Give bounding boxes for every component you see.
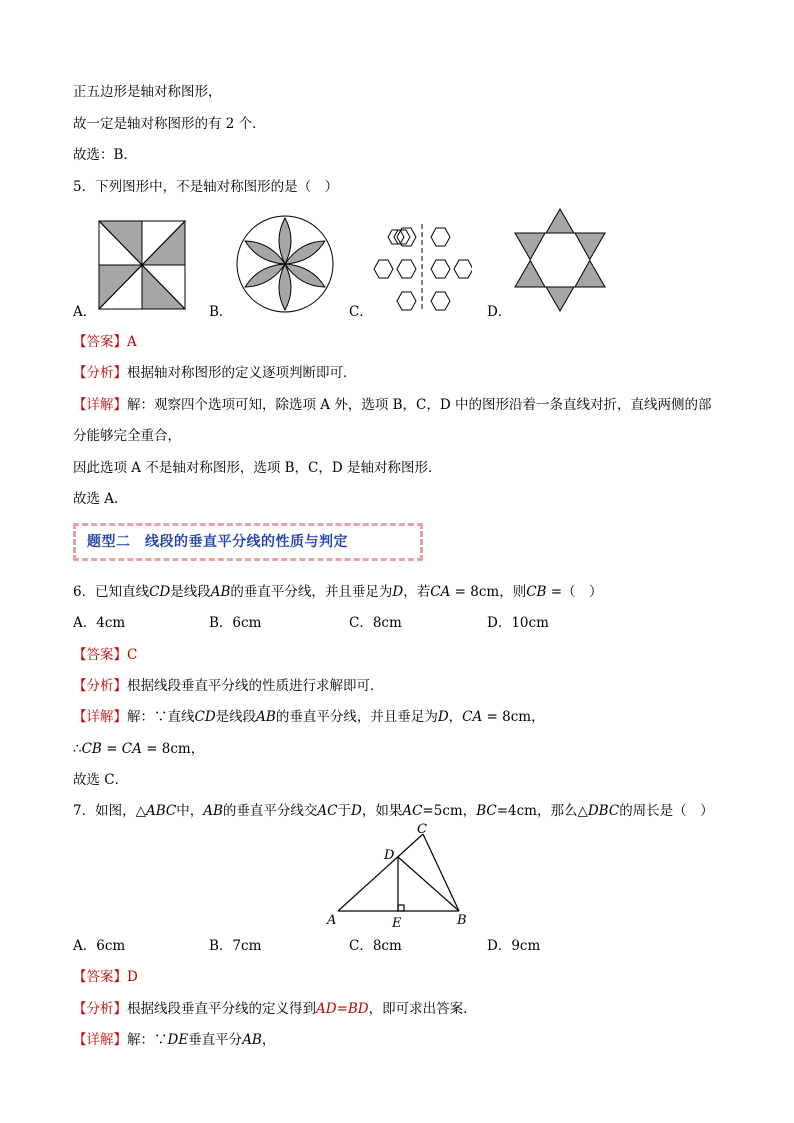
stem-text: 6．已知直线 bbox=[73, 584, 150, 600]
star-of-david-figure bbox=[512, 207, 608, 313]
label-d: D bbox=[384, 848, 395, 863]
stem-text: 是线段 bbox=[170, 584, 211, 600]
question-7-stem bbox=[73, 802, 714, 820]
question-5-stem: 5．下列图形中，不是轴对称图形的是（ ） bbox=[73, 179, 339, 195]
label-b: B bbox=[457, 913, 467, 928]
detail-text: 是线段 bbox=[215, 709, 257, 725]
math-var: BC bbox=[476, 803, 497, 819]
q7-option-b: B．7cm bbox=[209, 938, 262, 954]
math-var: CD bbox=[149, 584, 171, 600]
triangle-figure bbox=[322, 820, 472, 932]
math-var: AB bbox=[210, 584, 231, 600]
q7-option-c: C．8cm bbox=[349, 938, 402, 954]
analysis-text: 根据线段垂直平分线的性质进行求解即可． bbox=[127, 678, 384, 694]
answer-value: A bbox=[127, 334, 137, 350]
q7-analysis bbox=[73, 1000, 477, 1018]
stem-text: 7．如图，△ bbox=[73, 803, 146, 819]
stem-text: = 8cm，则 bbox=[450, 584, 527, 600]
stem-text: ，若 bbox=[403, 584, 431, 600]
q5-answer bbox=[73, 333, 137, 351]
detail-tag: 【详解】 bbox=[73, 709, 127, 725]
label-a: A bbox=[327, 913, 337, 928]
stem-text: 的垂直平分线交 bbox=[222, 803, 318, 819]
text-line: 分能够完全重合， bbox=[73, 428, 181, 444]
q6-option-a: A．4cm bbox=[73, 615, 126, 631]
detail-text: = 8cm， bbox=[482, 709, 545, 725]
stem-text: 于 bbox=[337, 803, 351, 819]
text-line: 故选 A． bbox=[73, 491, 128, 507]
q7-detail bbox=[73, 1031, 275, 1049]
flower-circle-figure bbox=[235, 214, 335, 314]
math-var: D bbox=[351, 803, 362, 819]
analysis-text: 根据轴对称图形的定义逐项判断即可． bbox=[127, 365, 357, 381]
text-line: 正五边形是轴对称图形， bbox=[73, 84, 222, 100]
answer-value: D bbox=[127, 969, 138, 985]
text-line bbox=[73, 740, 204, 758]
text-line: 故选 C． bbox=[73, 772, 129, 788]
math-var: ABC bbox=[145, 803, 177, 819]
answer-value: C bbox=[127, 647, 138, 663]
detail-text: ∴ bbox=[73, 741, 82, 757]
q5-option-b: B． bbox=[209, 304, 233, 320]
stem-text: ，如果 bbox=[361, 803, 403, 819]
detail-text: = 8cm， bbox=[141, 741, 205, 757]
math-var: AB bbox=[242, 1032, 262, 1048]
pinwheel-figure bbox=[98, 220, 188, 312]
label-e: E bbox=[392, 916, 402, 931]
detail-tag: 【详解】 bbox=[73, 1032, 127, 1048]
detail-text: 解：∵ bbox=[127, 1032, 168, 1048]
q5-option-c: C． bbox=[349, 304, 373, 320]
stem-text: 的垂直平分线，并且垂足为 bbox=[230, 584, 393, 600]
stem-text: =5cm， bbox=[422, 803, 477, 819]
math-var: CA bbox=[121, 741, 142, 757]
math-var: CD bbox=[194, 709, 216, 725]
answer-tag: 【答案】 bbox=[73, 969, 127, 985]
math-var: CB bbox=[526, 584, 547, 600]
text-line: 因此选项 A 不是轴对称图形，选项 B，C，D 是轴对称图形． bbox=[73, 460, 442, 476]
stem-text: =（ ） bbox=[546, 584, 603, 600]
q7-answer bbox=[73, 968, 138, 986]
math-var: CA bbox=[430, 584, 451, 600]
math-var: DE bbox=[167, 1032, 189, 1048]
detail-text: 的垂直平分线，并且垂足为 bbox=[275, 709, 438, 725]
hexagons-figure bbox=[372, 222, 472, 314]
math-var: CB bbox=[81, 741, 102, 757]
stem-text: 中， bbox=[176, 803, 204, 819]
math-var: D bbox=[392, 584, 404, 600]
detail-text: 解：观察四个选项可知，除选项 A 外，选项 B，C，D 中的图形沿着一条直线对折，直线两侧的部 bbox=[127, 397, 712, 413]
q7-option-a: A．6cm bbox=[73, 938, 126, 954]
detail-text: ， bbox=[261, 1032, 276, 1048]
text-line: 故一定是轴对称图形的有 2 个． bbox=[73, 116, 266, 132]
q5-detail bbox=[73, 396, 712, 414]
q5-option-d: D． bbox=[487, 304, 512, 320]
detail-text: 解：∵直线 bbox=[127, 709, 195, 725]
analysis-tag: 【分析】 bbox=[73, 365, 127, 381]
detail-text: ， bbox=[448, 709, 463, 725]
analysis-tag: 【分析】 bbox=[73, 1001, 127, 1017]
math-var: AC bbox=[402, 803, 423, 819]
analysis-text: 根据线段垂直平分线的定义得到 bbox=[127, 1001, 316, 1017]
math-var: AB bbox=[256, 709, 276, 725]
math-var: CA bbox=[462, 709, 483, 725]
q6-option-b: B．6cm bbox=[209, 615, 262, 631]
math-var: AC bbox=[317, 803, 338, 819]
math-var: D bbox=[437, 709, 449, 725]
label-c: C bbox=[417, 822, 427, 837]
q6-option-c: C．8cm bbox=[349, 615, 402, 631]
q6-option-d: D．10cm bbox=[487, 615, 549, 631]
q6-analysis bbox=[73, 677, 384, 695]
math-expr: AD=BD bbox=[316, 1001, 369, 1017]
answer-tag: 【答案】 bbox=[73, 334, 127, 350]
detail-tag: 【详解】 bbox=[73, 397, 127, 413]
answer-tag: 【答案】 bbox=[73, 647, 127, 663]
stem-text: =4cm，那么△ bbox=[496, 803, 588, 819]
q5-analysis bbox=[73, 364, 357, 382]
analysis-text: ，即可求出答案． bbox=[368, 1001, 477, 1017]
q6-answer bbox=[73, 646, 137, 664]
q5-option-a: A． bbox=[73, 304, 97, 320]
q6-detail bbox=[73, 708, 545, 726]
math-var: AB bbox=[203, 803, 223, 819]
math-var: DBC bbox=[587, 803, 620, 819]
question-6-stem bbox=[73, 583, 603, 601]
detail-text: 垂直平分 bbox=[188, 1032, 243, 1048]
stem-text: 的周长是（ ） bbox=[619, 803, 714, 819]
section-title: 题型二 线段的垂直平分线的性质与判定 bbox=[87, 534, 348, 550]
q7-option-d: D．9cm bbox=[487, 938, 541, 954]
detail-text: = bbox=[101, 741, 122, 757]
analysis-tag: 【分析】 bbox=[73, 678, 127, 694]
text-line: 故选：B． bbox=[73, 147, 137, 163]
